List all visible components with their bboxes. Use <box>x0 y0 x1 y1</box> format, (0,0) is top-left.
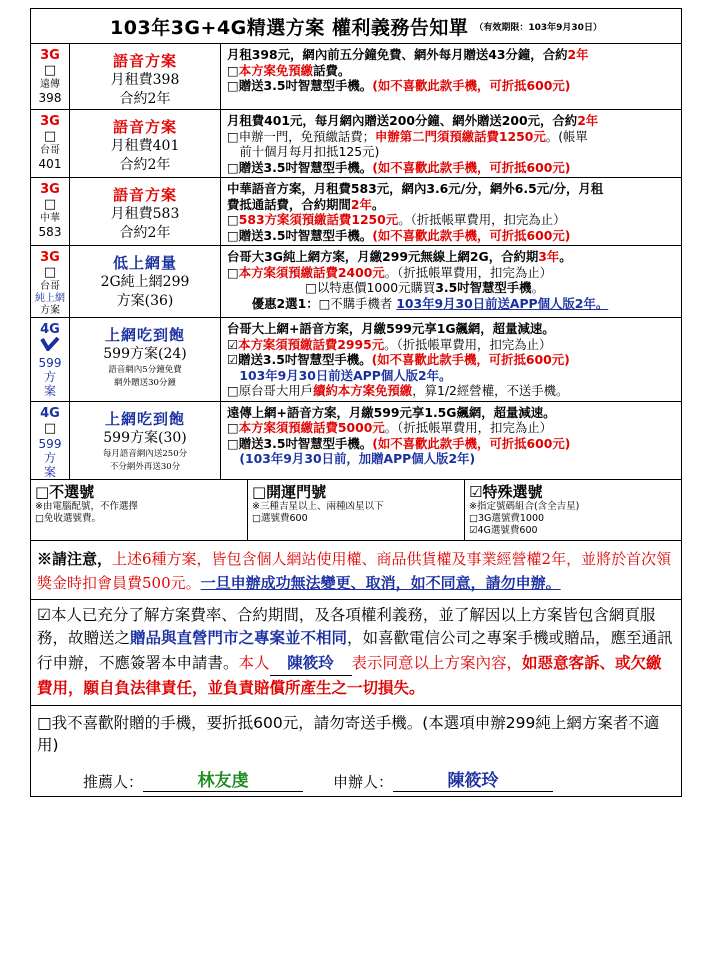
plan-detail-segment: 遠傳上網+語音方案，月繳599元享1.5G飆網，超量減速。 <box>227 404 556 420</box>
plan-carrier-2: 純上網 <box>35 293 65 304</box>
plan-row <box>31 110 682 178</box>
plan-detail-segment: 月租費401元，每月網內贈送200分鐘、網外贈送200元，合約 <box>227 113 578 128</box>
plan-name: 語音方案 <box>112 186 177 204</box>
consent-text-d: 本人 <box>238 653 270 672</box>
plan-name: 語音方案 <box>112 118 177 136</box>
applicant-label: 申辦人： <box>333 772 394 791</box>
plan-detail-segment: (103年9月30日前，加贈APP個人版2年) <box>227 451 476 466</box>
plan-detail-segment: □不購手機者 <box>318 295 397 311</box>
title-main: 103年3G+4G精選方案 權利義務告知單 <box>110 16 469 39</box>
number-option-line: ☑4G選號費600 <box>469 524 538 536</box>
plan-detail-segment: 本方案須預繳話費2400元 <box>238 264 385 280</box>
number-option-none[interactable] <box>31 480 248 540</box>
plan-number: 599 <box>38 436 62 451</box>
plan-network: 4G <box>40 322 60 337</box>
plan-detail-line <box>227 228 677 244</box>
consent-text-f: 如惡意客訴、或欠繳費用，願自負法律責任，並負責賠償所產生之一切損失。 <box>37 652 662 697</box>
number-option-line: □3G選號費1000 <box>469 512 545 524</box>
number-option-lucky[interactable] <box>248 480 465 540</box>
plan-name: 語音方案 <box>112 52 177 70</box>
plan-detail-segment: 2年 <box>350 196 372 212</box>
plan-summary-line: 2G純上網299 <box>100 274 190 290</box>
plan-detail-segment: 103年9月30日前送APP個人版2年。 <box>227 367 452 383</box>
plan-detail-segment: □贈送3.5吋智慧型手機。 <box>227 435 373 451</box>
plan-detail-line <box>227 321 677 337</box>
plan-summary-line: 方案(36) <box>116 293 174 309</box>
plan-detail-segment: 台哥大上網+語音方案，月繳599元享1G飆網，超量減速。 <box>227 321 555 336</box>
plan-summary-cell <box>70 246 221 318</box>
plan-detail-segment: 本方案須預繳話費5000元 <box>238 420 385 435</box>
plan-network-cell[interactable] <box>31 318 70 402</box>
plan-detail-line <box>227 249 677 265</box>
plan-detail-segment: 3.5吋智慧型手機 <box>435 280 532 295</box>
number-option-line: ※指定號碼組合(含全吉星) <box>469 500 580 512</box>
plan-summary-cell <box>70 110 221 178</box>
plan-detail-segment: 話費。 <box>313 62 351 78</box>
plan-row <box>31 401 682 479</box>
notice-section <box>30 541 682 797</box>
plan-detail-line <box>227 265 677 281</box>
plan-detail-segment: 前十個月每月扣抵125元) <box>227 144 380 159</box>
plan-detail-segment: □贈送3.5吋智慧型手機。 <box>227 227 373 243</box>
plan-detail-segment: 。 <box>531 280 544 295</box>
plan-detail-segment: □贈送3.5吋智慧型手機。 <box>227 159 373 175</box>
plan-checkbox[interactable]: □ <box>43 129 57 144</box>
plan-network-cell[interactable] <box>31 178 70 246</box>
plan-detail-line <box>227 405 677 421</box>
plan-detail-line <box>227 451 677 467</box>
plan-network-cell[interactable] <box>31 246 70 318</box>
plan-detail-cell <box>221 178 682 246</box>
plan-carrier: 台哥 <box>40 145 60 156</box>
plan-name: 上網吃到飽 <box>104 409 185 428</box>
form-title <box>30 8 682 43</box>
plan-detail-segment: 。 <box>371 196 385 212</box>
plan-network-cell[interactable] <box>31 401 70 479</box>
plan-summary-line: 合約2年 <box>119 91 171 107</box>
plan-detail-segment: 本方案須預繳話費2995元 <box>238 336 385 352</box>
plan-detail-cell <box>221 246 682 318</box>
plan-detail-segment: (如不喜歡此款手機，可折抵600元) <box>371 352 570 367</box>
plan-detail-cell <box>221 318 682 402</box>
plan-carrier-3: 方案 <box>40 305 60 316</box>
plan-detail-line <box>227 160 677 176</box>
consent-text-c: ，如喜歡電信公司之專案手機或贈品，應至通訊行申辦，不應簽署本申請書。 <box>37 629 673 672</box>
plan-detail-segment: □原台哥大用戶 <box>227 383 314 398</box>
plan-detail-segment: □ <box>227 212 239 227</box>
plan-summary-line: 月租費401 <box>110 138 180 154</box>
plan-number: 583 <box>38 225 62 239</box>
plan-carrier: 中華 <box>40 213 60 224</box>
plan-detail-segment: □ <box>227 420 239 435</box>
plan-detail-line <box>227 78 677 94</box>
plan-detail-segment: ，算1/2經營權，不送手機。 <box>412 383 569 398</box>
plan-summary-line: 合約2年 <box>119 225 171 241</box>
number-option-line: □選號費600 <box>252 512 308 524</box>
plan-detail-segment: ☑贈送3.5吋智慧型手機。 <box>227 352 372 367</box>
plan-summary-small: 不分網外再送30分 <box>109 461 181 472</box>
plan-detail-segment: 。（折抵帳單費用，扣完為止） <box>398 212 566 227</box>
plan-detail-segment: 。（折抵帳單費用，扣完為止） <box>384 420 553 435</box>
plan-detail-segment: 2年 <box>567 47 589 62</box>
plan-network: 3G <box>40 114 60 129</box>
plan-summary-small: 語音網內5分鐘免費 <box>108 365 182 375</box>
plan-detail-segment: □ <box>227 264 239 280</box>
plan-summary-cell <box>70 401 221 479</box>
plan-summary-line: 599方案(30) <box>103 429 187 446</box>
plan-number: 599 <box>38 356 62 370</box>
plan-detail-segment: 台哥大3G純上網方案，月繳299元無線上網2G，合約期 <box>227 249 539 264</box>
form-page <box>30 8 682 958</box>
plan-detail-segment: (如不喜歡此款手機，可折抵600元) <box>372 159 571 175</box>
plan-number-extra: 方 <box>43 450 56 465</box>
number-option-line: □免收選號費。 <box>35 512 101 524</box>
number-option-line: ※三種吉星以上、兩種凶星以下 <box>252 500 384 512</box>
plan-summary-small: 每月語音網內送250分 <box>102 448 188 459</box>
plan-carrier: 遠傳 <box>40 79 60 90</box>
plan-checkbox[interactable]: □ <box>43 197 57 212</box>
plan-detail-line <box>227 63 677 79</box>
plan-network: 3G <box>40 48 60 63</box>
number-option-special[interactable] <box>465 480 681 540</box>
plan-network-cell[interactable] <box>31 110 70 178</box>
plan-detail-segment: 本方案免預繳 <box>238 62 314 78</box>
plan-summary-cell <box>70 318 221 402</box>
consent-text-a: ☑本人已充分了解方案費率、合約期間，及各項權利義務，並了解因以上方案皆包含網頁服務，故贈送之 <box>37 605 656 647</box>
plan-detail-segment: □申辦一門，免預繳話費； <box>227 128 376 144</box>
plan-number: 401 <box>38 157 62 171</box>
plan-network-cell[interactable] <box>31 44 70 110</box>
plan-detail-line <box>227 368 677 384</box>
number-option-title: □不選號 <box>35 482 95 501</box>
plan-detail-segment: 。（折抵帳單費用，扣完為止） <box>384 336 552 352</box>
plan-summary-line: 合約2年 <box>119 157 171 173</box>
plan-detail-cell <box>221 44 682 110</box>
plan-detail-line <box>227 352 677 368</box>
plan-detail-segment: 103年9月30日前送APP個人版2年。 <box>396 295 609 311</box>
consent-text-e: 表示同意以上方案內容， <box>351 653 523 672</box>
plan-name: 上網吃到飽 <box>104 326 185 344</box>
plan-detail-segment: □以特惠價1000元購買 <box>227 280 436 295</box>
plan-checkbox[interactable]: □ <box>43 420 57 436</box>
notice-lead: ※請注意， <box>37 549 113 568</box>
plan-detail-line <box>227 383 677 399</box>
plan-detail-cell <box>221 401 682 479</box>
plan-number-extra: 案 <box>43 464 56 479</box>
plan-number: 398 <box>38 91 62 105</box>
plan-detail-line <box>227 197 677 213</box>
consent-text-b: 贈品與直營門市之專案並不相同 <box>130 629 348 647</box>
plan-summary-cell <box>70 44 221 110</box>
plan-detail-segment: (如不喜歡此款手機，可折抵600元) <box>372 227 571 243</box>
notice-blue-text: 一旦申辦成功無法變更、取消，如不同意，請勿申辦。 <box>200 573 561 592</box>
plan-row <box>31 246 682 318</box>
signature-row <box>37 766 675 792</box>
plans-table <box>30 43 682 480</box>
plan-number-extra: 方 <box>43 370 56 384</box>
plan-detail-segment: 。 <box>559 249 572 264</box>
plan-detail-segment: □ <box>227 62 239 78</box>
plan-name: 低上網量 <box>112 254 177 272</box>
plan-detail-line <box>227 129 677 145</box>
plan-detail-segment: 583方案須預繳話費1250元 <box>238 212 399 227</box>
plan-detail-segment: 2年 <box>577 113 599 128</box>
plan-detail-cell <box>221 110 682 178</box>
plan-detail-segment: 3年 <box>538 249 560 264</box>
plan-summary-cell <box>70 178 221 246</box>
plan-summary-line: 599方案(24) <box>103 346 187 362</box>
applicant-name-field[interactable]: 陳筱玲 <box>393 766 553 792</box>
plan-detail-line <box>227 113 677 129</box>
plan-detail-segment: (如不喜歡此款手機，可折抵600元) <box>372 78 571 93</box>
number-option-line: ※由電腦配號，不作選擇 <box>35 500 138 512</box>
plan-network: 3G <box>40 250 60 265</box>
notice-red-text: 上述6種方案，皆包含個人網站使用權、商品供貨權及事業經營權2年，並將於首次領獎金時扣會員費500元。 <box>37 549 672 592</box>
plan-detail-segment: (如不喜歡此款手機，可折抵600元) <box>372 435 571 451</box>
plan-summary-small: 網外贈送30分鐘 <box>114 378 176 388</box>
number-option-title: □開運門號 <box>252 482 327 501</box>
plan-detail-line <box>227 337 677 353</box>
plan-detail-segment: □贈送3.5吋智慧型手機。 <box>227 78 373 93</box>
notice-paragraph <box>37 547 675 595</box>
divider <box>31 705 681 706</box>
number-option-title: ☑特殊選號 <box>469 482 543 501</box>
plan-detail-line <box>227 47 677 63</box>
plan-detail-line <box>227 144 677 160</box>
plan-detail-segment: 費抵通話費，合約期間 <box>227 196 351 212</box>
plan-detail-line <box>227 280 677 296</box>
plan-detail-line <box>227 436 677 452</box>
plan-checkbox[interactable] <box>31 337 69 356</box>
divider <box>31 599 681 600</box>
plan-network: 3G <box>40 182 60 197</box>
plan-summary-line: 月租費398 <box>110 72 180 88</box>
phone-opt-out[interactable]: □我不喜歡附贈的手機，要折抵600元，請勿寄送手機。(本選項申辦299純上網方案者不適用) <box>37 713 660 754</box>
plan-detail-line <box>227 296 677 312</box>
consent-paragraph[interactable] <box>37 604 675 701</box>
plan-checkbox[interactable]: □ <box>43 63 57 78</box>
plan-detail-line <box>227 212 677 228</box>
plan-row <box>31 178 682 246</box>
signer-name-field[interactable]: 陳筱玲 <box>270 652 352 677</box>
plan-detail-segment: 優惠2選1： <box>227 295 319 311</box>
plan-detail-segment: 申辦第二門須預繳話費1250元 <box>375 128 546 144</box>
title-validity: （有效期限：103年9月30日） <box>474 22 602 33</box>
plan-number-extra: 案 <box>43 384 56 398</box>
plan-detail-segment: 中華語音方案，月租費583元，網內3.6元/分，網外6.5元/分，月租 <box>227 181 604 196</box>
plan-row <box>31 318 682 402</box>
referrer-name-field[interactable]: 林友虔 <box>143 766 303 792</box>
plan-detail-line <box>227 420 677 436</box>
check-mark-icon <box>40 337 60 351</box>
plan-checkbox[interactable]: □ <box>43 265 57 280</box>
plan-detail-line <box>227 181 677 197</box>
plan-carrier: 台哥 <box>40 281 60 292</box>
plan-network: 4G <box>40 405 60 421</box>
plan-detail-segment: 月租398元，網內前五分鐘免費、網外每月贈送43分鐘，合約 <box>227 47 568 62</box>
plan-detail-segment: ☑ <box>227 336 239 352</box>
plan-detail-segment: 。(帳單 <box>545 128 588 144</box>
number-options <box>30 480 682 541</box>
plan-detail-segment: 續約本方案免預繳 <box>313 383 413 398</box>
plan-summary-line: 月租費583 <box>110 206 180 222</box>
referrer-label: 推薦人： <box>83 772 144 791</box>
plan-detail-segment: 。（折抵帳單費用，扣完為止） <box>384 264 553 280</box>
plan-row <box>31 44 682 110</box>
